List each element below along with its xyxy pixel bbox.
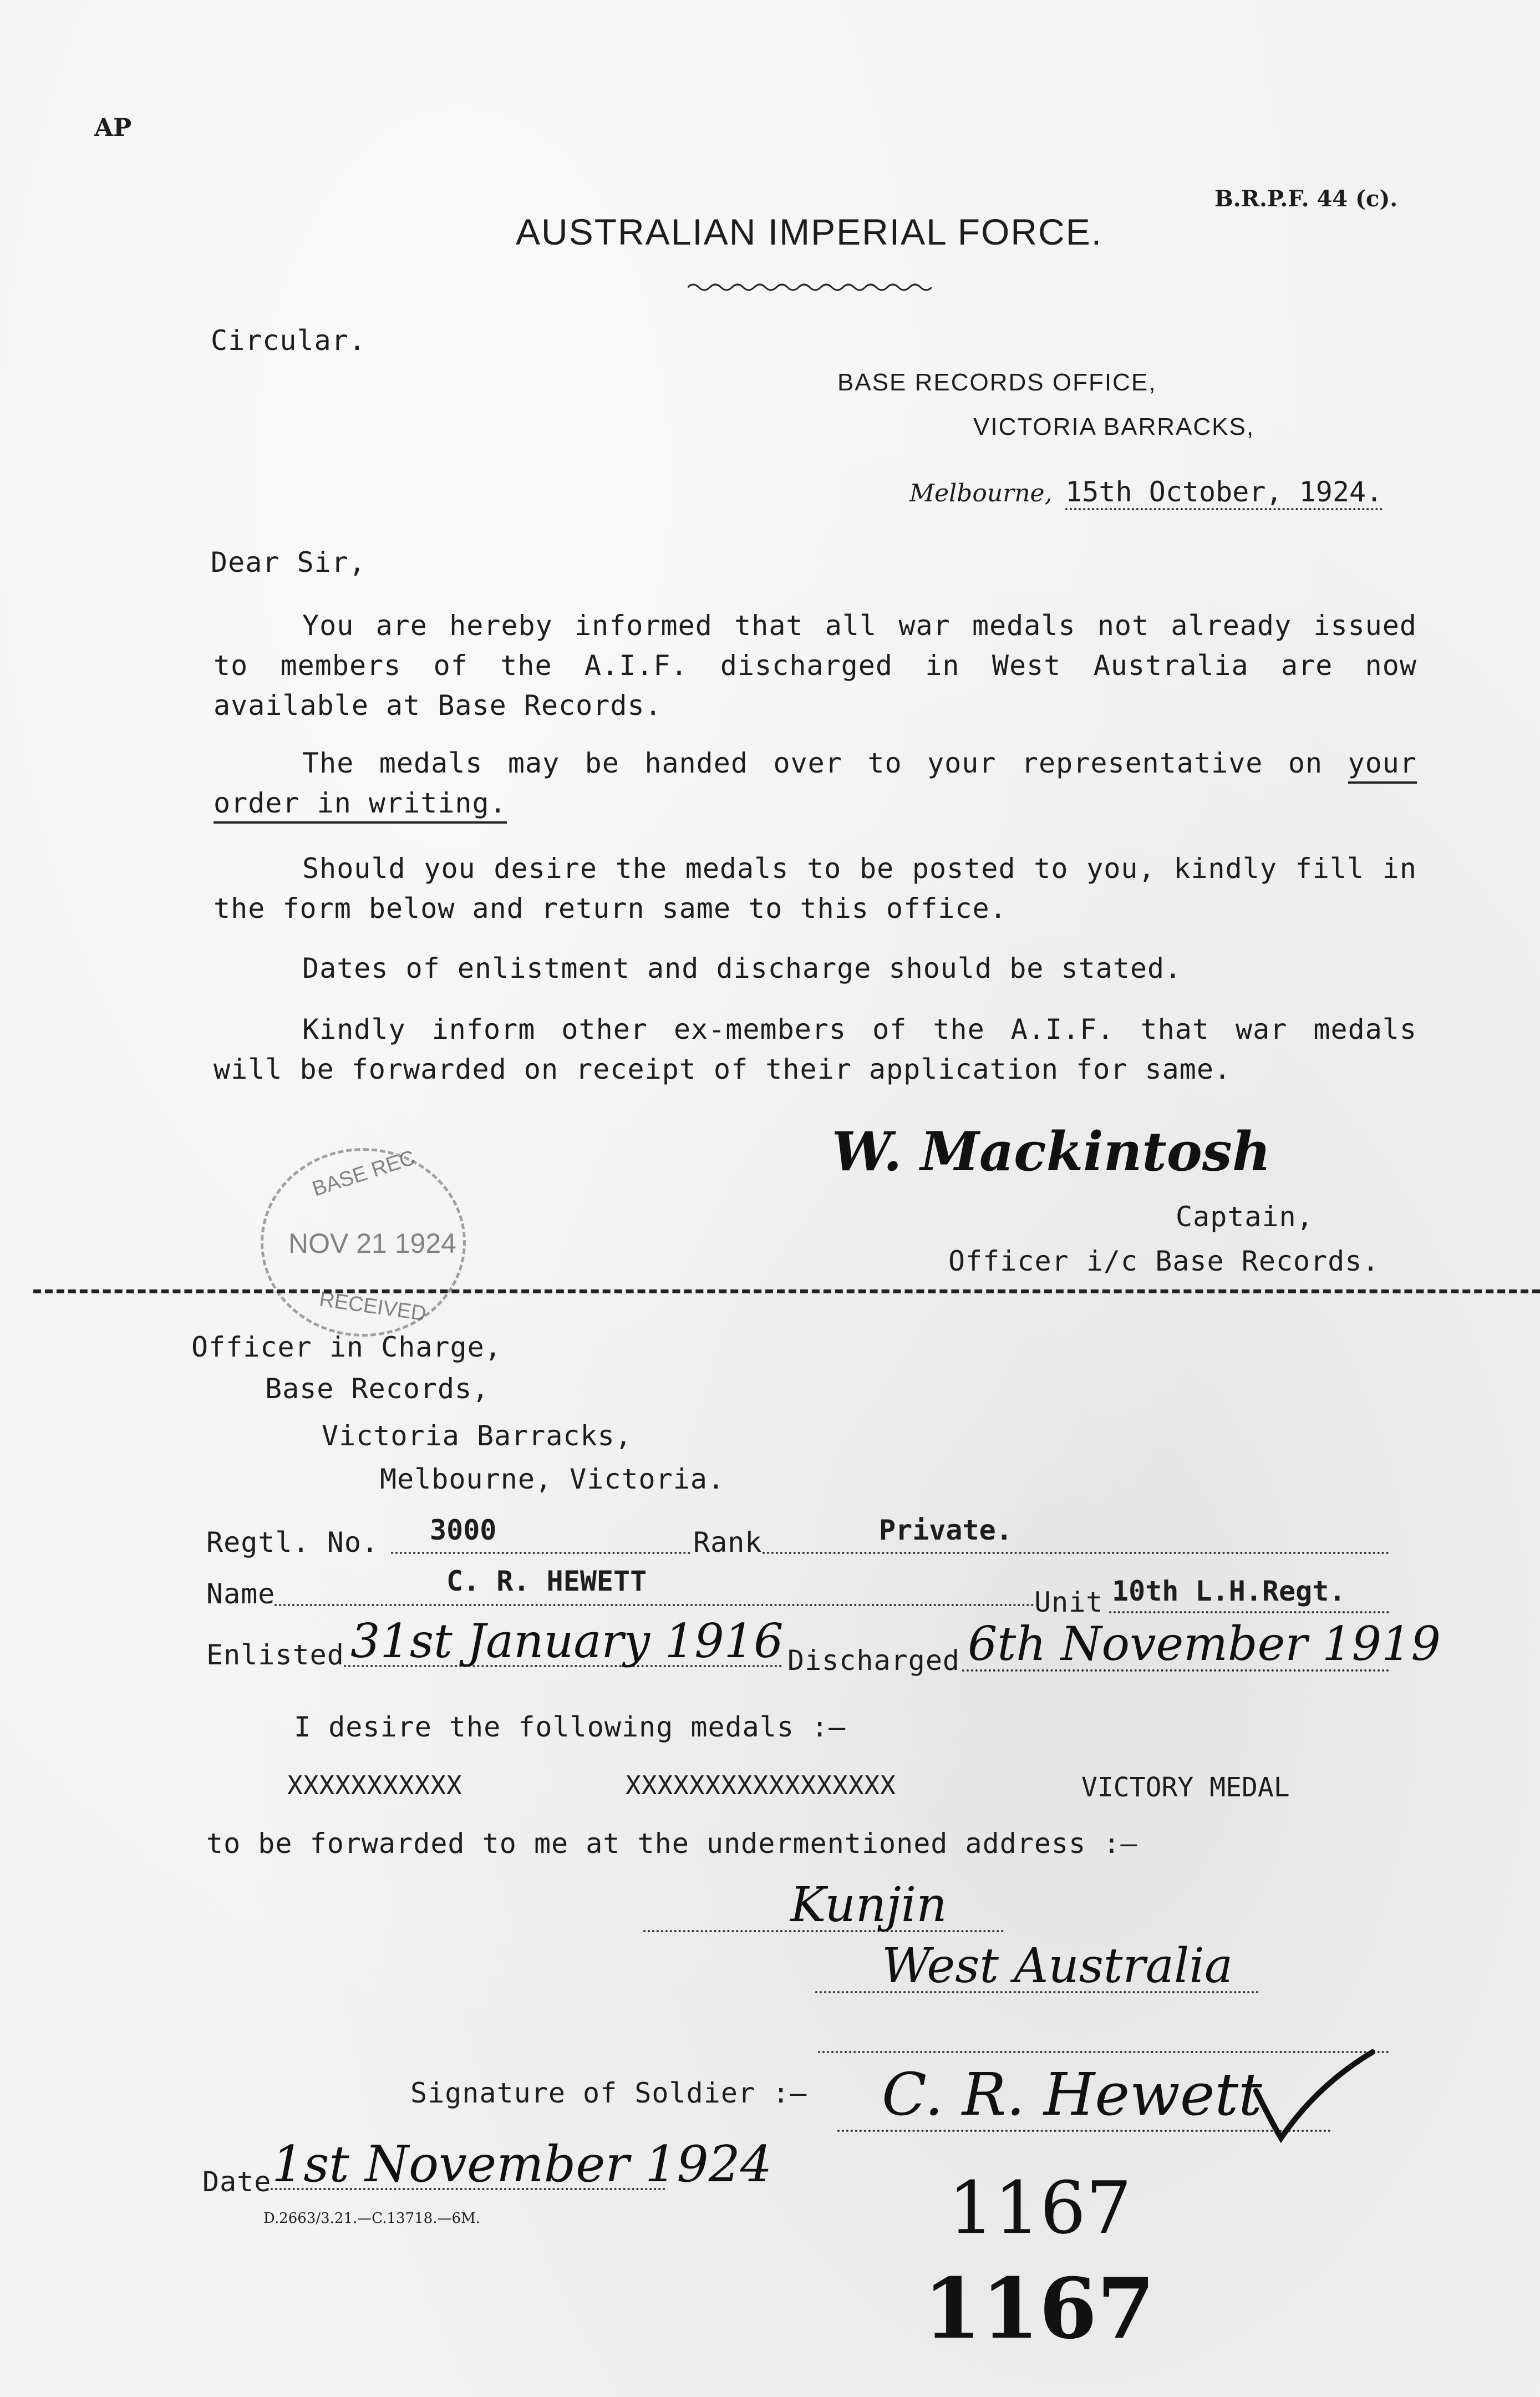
letter-date: 15th October, 1924.	[1065, 476, 1383, 510]
address-line-2: Base Records,	[265, 1373, 490, 1405]
struck-medal-2: XXXXXXXXXXXXXXXXX	[626, 1770, 896, 1800]
regtl-no-label: Regtl. No.	[206, 1526, 379, 1558]
stamp-bottom-text: RECEIVED	[318, 1287, 428, 1326]
soldier-address-line-2: West Australia	[882, 1938, 1233, 1994]
soldier-signature: C. R. Hewett	[882, 2060, 1262, 2129]
letter-date-line	[909, 476, 1383, 508]
print-reference: D.2663/3.21.—C.13718.—6M.	[263, 2210, 480, 2227]
cut-line-divider	[33, 1289, 1540, 1293]
form-date-label: Date	[202, 2166, 272, 2198]
paragraph-1: You are hereby informed that all war medals not already issued to members of the A.I.F. discharged in West Australia are now available at Base Records.	[214, 610, 1417, 722]
corner-code: AP	[94, 114, 132, 142]
paragraph-2-text: The medals may be handed over to your representative on	[302, 747, 1323, 779]
officer-signature: W. Mackintosh	[832, 1120, 1271, 1183]
document-title: AUSTRALIAN IMPERIAL FORCE.	[516, 211, 1103, 252]
unit-field-line	[1109, 1611, 1389, 1613]
requested-medal: VICTORY MEDAL	[1081, 1772, 1290, 1803]
signatory-rank: Captain,	[1176, 1201, 1314, 1233]
title-flourish	[688, 282, 932, 293]
office-name: BASE RECORDS OFFICE,	[837, 369, 1157, 396]
stamp-top-text: BASE REC	[309, 1146, 418, 1201]
address-line-3: Victoria Barracks,	[322, 1420, 632, 1452]
paragraph-5: Kindly inform other ex-members of the A.I.F. that war medals will be forwarded on receipt of their application for same.	[214, 1013, 1417, 1085]
signatory-title: Officer i/c Base Records.	[948, 1245, 1380, 1277]
name-label: Name	[206, 1578, 276, 1610]
paragraph-2	[214, 743, 1417, 823]
rank-label: Rank	[693, 1526, 763, 1558]
circular-label: Circular.	[211, 324, 366, 357]
salutation: Dear Sir,	[211, 546, 366, 578]
address-line-1: Officer in Charge,	[191, 1331, 502, 1363]
name-field-line	[275, 1604, 1034, 1606]
discharged-label: Discharged	[787, 1644, 960, 1677]
unit-value: 10th L.H.Regt.	[1112, 1575, 1346, 1607]
name-value: C. R. HEWETT	[446, 1565, 647, 1597]
regtl-no-value: 3000	[430, 1514, 497, 1546]
forwarding-text: to be forwarded to me at the undermentioned address :—	[206, 1827, 1138, 1860]
city-label: Melbourne,	[909, 479, 1053, 507]
handwritten-number-1: 1167	[948, 2166, 1132, 2250]
check-mark-icon	[1251, 2046, 1378, 2146]
paragraph-3: Should you desire the medals to be posted to you, kindly fill in the form below and return same to this office.	[214, 852, 1417, 925]
rank-value: Private.	[879, 1514, 1013, 1546]
medals-request-text: I desire the following medals :—	[294, 1711, 846, 1743]
address-line-4: Melbourne, Victoria.	[380, 1463, 725, 1495]
enlisted-value: 31st January 1916	[350, 1614, 784, 1668]
struck-medal-1: XXXXXXXXXXX	[287, 1770, 462, 1800]
office-location: VICTORIA BARRACKS,	[973, 413, 1255, 440]
enlisted-label: Enlisted	[206, 1639, 344, 1671]
form-number: B.R.P.F. 44 (c).	[1214, 186, 1398, 212]
unit-label: Unit	[1034, 1586, 1104, 1618]
soldier-signature-label: Signature of Soldier :—	[410, 2077, 807, 2109]
regtl-no-field-line	[391, 1552, 690, 1554]
discharged-value: 6th November 1919	[968, 1617, 1441, 1671]
form-date-value: 1st November 1924	[272, 2135, 772, 2193]
rank-field-line	[763, 1552, 1389, 1554]
stamp-date: NOV 21 1924	[288, 1228, 456, 1259]
soldier-address-line-1: Kunjin	[790, 1877, 947, 1933]
received-stamp	[261, 1148, 466, 1337]
paragraph-2-underlined: your order in writing.	[214, 747, 1417, 824]
handwritten-number-2: 1167	[923, 2260, 1155, 2358]
paragraph-4: Dates of enlistment and discharge should be stated.	[302, 952, 1182, 984]
